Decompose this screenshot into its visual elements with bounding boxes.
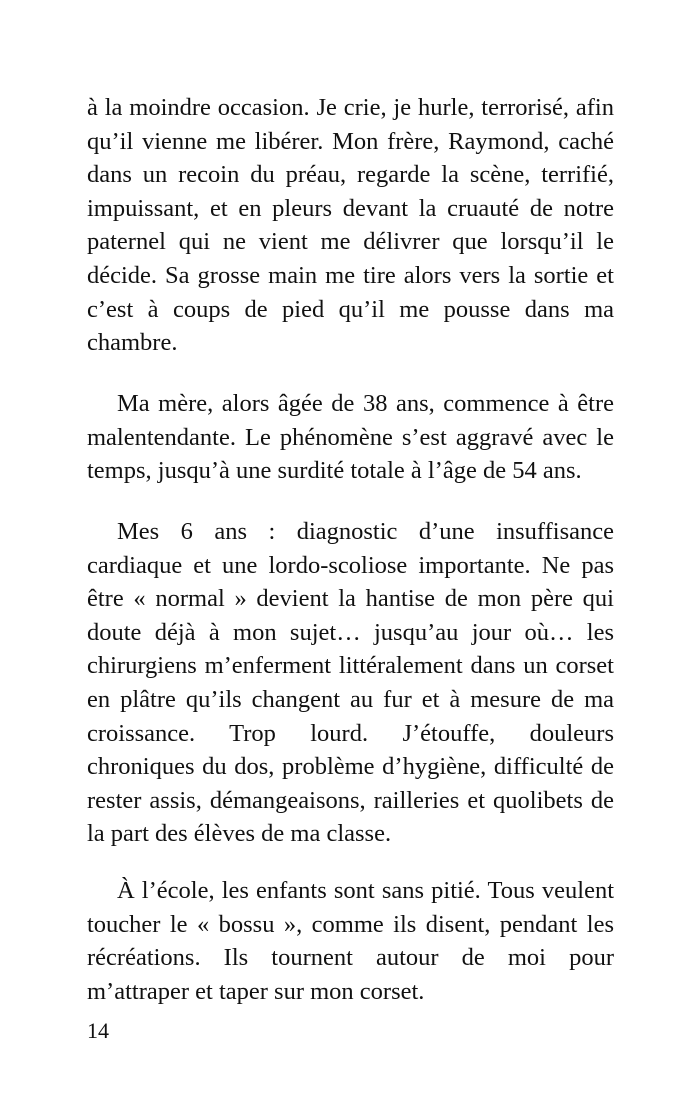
paragraph-line: doute déjà à mon sujet… jusqu’au jour où… les xyxy=(87,618,614,646)
paragraph-line: décide. Sa grosse main me tire alors vers la sortie et xyxy=(87,261,614,289)
paragraph-line: rester assis, démangeaisons, railleries et quolibets de xyxy=(87,786,614,814)
paragraph-line: cardiaque et une lordo-scoliose importante. Ne pas xyxy=(87,551,614,579)
paragraph-line: toucher le « bossu », comme ils disent, pendant les xyxy=(87,910,614,938)
paragraph-line: croissance. Trop lourd. J’étouffe, douleurs xyxy=(87,719,614,747)
paragraph-line: en plâtre qu’ils changent au fur et à mesure de ma xyxy=(87,685,614,713)
paragraph-line: la part des élèves de ma classe. xyxy=(87,820,392,848)
paragraph-line: c’est à coups de pied qu’il me pousse dans ma xyxy=(87,295,614,323)
paragraph-line: m’attraper et taper sur mon corset. xyxy=(87,977,425,1005)
paragraph-4 xyxy=(87,874,614,1008)
paragraph-line: dans un recoin du préau, regarde la scène, terrifié, xyxy=(87,161,614,189)
paragraph-3 xyxy=(87,515,614,851)
paragraph-line: chambre. xyxy=(87,329,178,357)
paragraph-line: qu’il vienne me libérer. Mon frère, Raymond, caché xyxy=(87,127,614,155)
paragraph-line: Mes 6 ans : diagnostic d’une insuffisance xyxy=(117,518,614,545)
paragraph-1 xyxy=(87,91,614,360)
paragraph-line: malentendante. Le phénomène s’est aggravé avec le xyxy=(87,423,614,451)
paragraph-line: À l’école, les enfants sont sans pitié. Tous veulent xyxy=(117,877,614,904)
page-number: 14 xyxy=(87,1018,109,1043)
paragraph-2 xyxy=(87,387,614,488)
paragraph-line: récréations. Ils tournent autour de moi pour xyxy=(87,944,614,972)
paragraph-line: temps, jusqu’à une surdité totale à l’âge de 54 ans. xyxy=(87,457,582,485)
paragraph-line: Ma mère, alors âgée de 38 ans, commence à être xyxy=(117,390,614,417)
paragraph-line: impuissant, et en pleurs devant la cruauté de notre xyxy=(87,194,614,222)
paragraph-line: paternel qui ne vient me délivrer que lorsqu’il le xyxy=(87,228,614,256)
paragraph-line: chroniques du dos, problème d’hygiène, difficulté de xyxy=(87,753,614,781)
paragraph-line: chirurgiens m’enferment littéralement dans un corset xyxy=(87,652,614,680)
paragraph-line: à la moindre occasion. Je crie, je hurle, terrorisé, afin xyxy=(87,94,614,121)
paragraph-line: être « normal » devient la hantise de mon père qui xyxy=(87,585,614,613)
